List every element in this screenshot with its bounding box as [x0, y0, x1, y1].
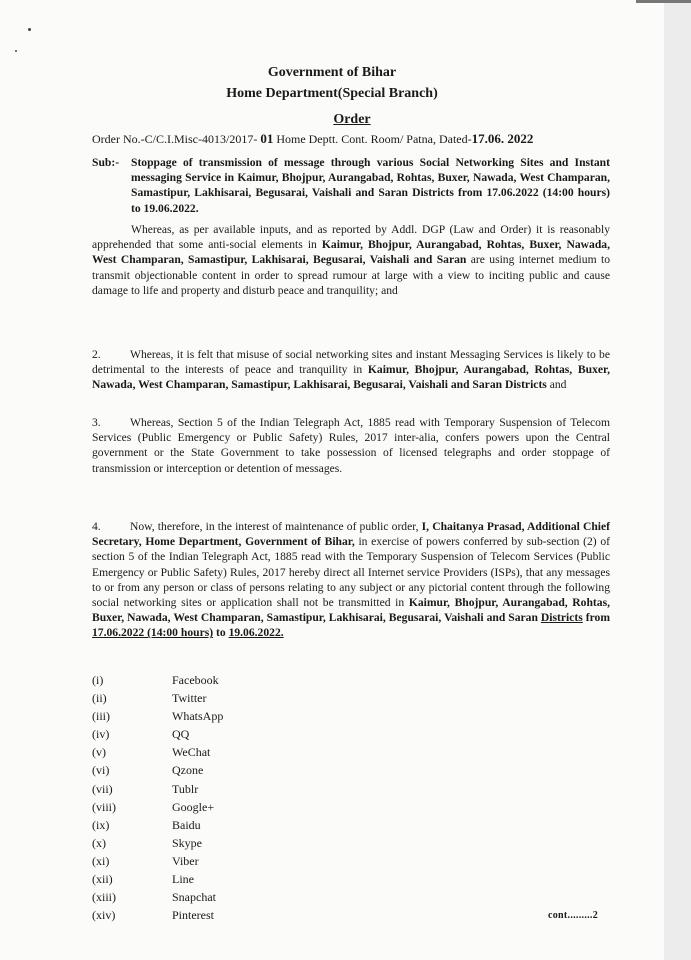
service-number: (vii) [92, 781, 113, 796]
order-heading: Order [333, 112, 371, 127]
service-number: (xiv) [92, 908, 116, 923]
order-number-prefix: Order No.-C/C.I.Misc-4013/2017- [92, 132, 261, 146]
para2-text-a: Whereas, it is felt that misuse of social networking sites and instant Messaging Services is likely to be detrimental to the interests of peace and tranquility in [92, 348, 610, 377]
service-name: Baidu [172, 817, 201, 832]
para4-text-a: Now, therefore, in the interest of maintenance of public order, [130, 520, 422, 533]
department-title: Home Department(Special Branch) [226, 86, 438, 101]
govt-title: Government of Bihar [267, 65, 397, 80]
para2-number: 2. [92, 348, 101, 361]
paragraph-3 [92, 415, 610, 476]
service-number: (iii) [92, 709, 110, 724]
scan-mark [28, 28, 31, 31]
para1-districts: Kaimur, Bhojpur, Aurangabad, Rohtas, Buxer, Nawada, West Champaran, Samastipur, Lakhisarai, Begusarai, Vaishali and Saran [92, 238, 610, 267]
service-name: Twitter [172, 691, 207, 706]
scan-mark [15, 50, 17, 52]
service-number: (ii) [92, 691, 107, 706]
para1-text-a: Whereas, as per available inputs, and as reported by Addl. DGP (Law and Order) it is reasonably apprehended that some anti-social elements in [92, 223, 610, 252]
paragraph-2 [92, 347, 610, 393]
order-date: 17.06. 2022 [471, 131, 534, 146]
service-name: Snapchat [172, 890, 216, 905]
service-name: Facebook [172, 673, 219, 687]
para4-districts: Kaimur, Bhojpur, Aurangabad, Rohtas, Buxer, Nawada, West Champaran, Samastipur, Lakhisarai, Begusarai, Vaishali and Saran [92, 596, 610, 625]
service-name: QQ [172, 727, 190, 742]
service-name: Tublr [172, 781, 199, 796]
service-name: Skype [172, 835, 202, 850]
service-name: Pinterest [172, 908, 214, 923]
service-name: Line [172, 872, 194, 887]
order-number: 01 [260, 131, 274, 146]
subject-block [92, 155, 610, 216]
para4-authority: I, Chaitanya Prasad, Additional Chief Secretary, Home Department, Government of Bihar, [92, 520, 611, 549]
service-number: (ix) [92, 817, 110, 832]
paragraph-1 [92, 222, 610, 298]
para4-to: to [213, 626, 229, 640]
order-number-line [92, 131, 533, 147]
order-number-mid: Home Deptt. Cont. Room/ Patna, Dated- [273, 132, 472, 146]
service-name: Qzone [172, 763, 204, 778]
scan-edge-mark [636, 0, 691, 3]
subject-label: Sub:- [92, 156, 120, 169]
para4-districts-word: Districts [540, 611, 583, 625]
subject-text: Stoppage of transmission of message through various Social Networking Sites and Instant messaging Service in Kaimur, Bhojpur, Aurangabad, Rohtas, Buxer, Nawada, West Champaran, Samastipur, Lakhisarai, Begusarai, Vaishali and Saran Districts from 17.06.2022 (14:00 hours) to 19.06.2022. [131, 156, 610, 215]
para3-number: 3. [92, 416, 101, 429]
service-number: (vi) [92, 763, 110, 778]
para4-text-b: in exercise of powers conferred by sub-section (2) of section 5 of the Indian Telegraph Act, 1885 read with the Temporary Suspension of Telecom Services (Public Emergency or Public Safety) Rules, 2017 hereby direct all Internet service Providers (ISPs), that any messages to or from any person or class of persons relating to any subject or any pictorial content through the following social networking sites or application shall not be transmitted in [92, 535, 610, 610]
para4-from: from [582, 611, 610, 625]
para4-number: 4. [92, 520, 101, 533]
para1-text-b: are using internet medium to transmit objectionable content in order to spread rumour at large with a view to inciting public and cause damage to life and property and disturb peace and tranquility; and [92, 253, 610, 297]
service-number: (v) [92, 745, 106, 760]
continued-note: cont.........2 [548, 910, 599, 921]
service-name: WhatsApp [172, 709, 224, 724]
para2-districts: Kaimur, Bhojpur, Aurangabad, Rohtas, Buxer, Nawada, West Champaran, Samastipur, Lakhisarai, Begusarai, Vaishali and Saran Districts [92, 363, 610, 392]
page-margin [664, 0, 691, 960]
service-number: (xii) [92, 872, 113, 887]
service-name: Viber [172, 853, 199, 868]
service-name: Google+ [172, 799, 215, 814]
service-name: WeChat [172, 745, 211, 760]
paragraph-4 [92, 519, 610, 641]
para2-text-b: and [546, 378, 567, 392]
service-number: (i) [92, 673, 104, 687]
service-number: (iv) [92, 727, 110, 742]
para4-end-date: 19.06.2022. [228, 626, 284, 640]
service-number: (viii) [92, 799, 116, 814]
service-number: (x) [92, 835, 106, 850]
service-number: (xi) [92, 853, 110, 868]
para3-text: Whereas, Section 5 of the Indian Telegraph Act, 1885 read with Temporary Suspension of Telecom Services (Public Emergency or Public Safety) Rules, 2017 inter-alia, confers powers upon the Central government or the State Government to take possession of licensed telegraphs and order stoppage of transmission or interception or detention of messages. [92, 416, 610, 475]
para4-start-date: 17.06.2022 (14:00 hours) [92, 626, 214, 640]
service-number: (xiii) [92, 890, 116, 905]
